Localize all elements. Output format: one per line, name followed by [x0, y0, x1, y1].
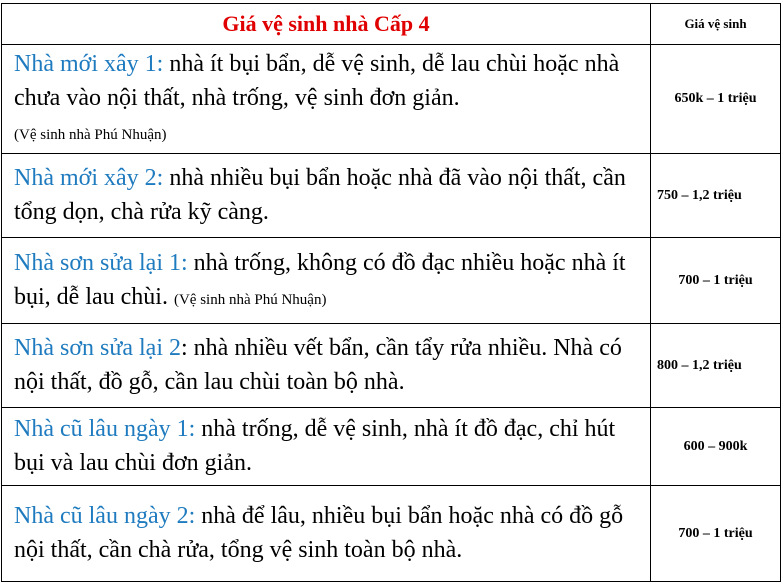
- service-text: nhà nhiều bụi bẩn hoặc nhà đã vào nội thất, cần tổng dọn, chà rửa kỹ càng.: [14, 164, 626, 225]
- service-text: nhà trống, không có đồ đạc nhiều hoặc nhà ít bụi, dễ lau chùi.: [14, 249, 626, 310]
- service-name: Nhà cũ lâu ngày 2:: [14, 502, 196, 529]
- service-price: 800 – 1,2 triệu: [651, 324, 781, 408]
- header-row: [2, 4, 781, 45]
- table-row: [2, 324, 781, 408]
- service-price: 600 – 900k: [651, 408, 781, 486]
- service-name: Nhà mới xây 2:: [14, 164, 164, 191]
- service-price: 750 – 1,2 triệu: [651, 154, 781, 238]
- table-title: Giá vệ sinh nhà Cấp 4: [2, 4, 651, 45]
- service-price: 650k – 1 triệu: [651, 45, 781, 154]
- service-name: Nhà cũ lâu ngày 1:: [14, 415, 196, 442]
- service-text: : nhà nhiều vết bẩn, cần tẩy rửa nhiều. Nhà có nội thất, đồ gỗ, cần lau chùi toàn bộ nhà.: [14, 334, 622, 395]
- service-price: 700 – 1 triệu: [651, 238, 781, 324]
- price-column-header: Giá vệ sinh: [651, 4, 781, 45]
- table-row: [2, 486, 781, 582]
- table-row: [2, 238, 781, 324]
- service-text: nhà để lâu, nhiều bụi bẩn hoặc nhà có đồ gỗ nội thất, cần chà rửa, tổng vệ sinh toàn bộ nhà.: [14, 502, 624, 563]
- service-description: [2, 486, 651, 582]
- service-text: nhà ít bụi bẩn, dễ vệ sinh, dễ lau chùi hoặc nhà chưa vào nội thất, nhà trống, vệ sinh đơn giản.: [14, 51, 620, 111]
- table-row: [2, 408, 781, 486]
- service-note: (Vệ sinh nhà Phú Nhuận): [173, 291, 327, 308]
- service-description: [2, 45, 651, 154]
- service-note: (Vệ sinh nhà Phú Nhuận): [14, 127, 167, 143]
- price-table: [1, 3, 781, 582]
- table-row: [2, 45, 781, 154]
- service-description: [2, 324, 651, 408]
- service-description: [2, 238, 651, 324]
- service-text: nhà trống, dễ vệ sinh, nhà ít đồ đạc, chỉ hút bụi và lau chùi đơn giản.: [14, 415, 616, 476]
- service-name: Nhà mới xây 1:: [14, 51, 164, 77]
- service-name: Nhà sơn sửa lại 2: [14, 334, 182, 361]
- service-description: [2, 154, 651, 238]
- service-price: 700 – 1 triệu: [651, 486, 781, 582]
- service-description: [2, 408, 651, 486]
- table-row: [2, 154, 781, 238]
- service-name: Nhà sơn sửa lại 1:: [14, 249, 188, 276]
